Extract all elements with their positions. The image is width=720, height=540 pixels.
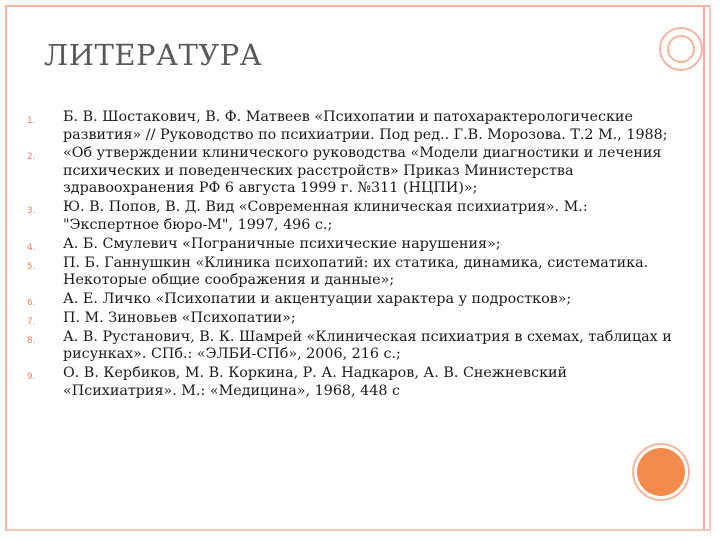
- decorative-circle-inner: [667, 35, 695, 63]
- reference-item: [14, 199, 676, 234]
- reference-item: [14, 310, 676, 328]
- reference-number: 9.: [27, 372, 36, 383]
- reference-text: А. Б. Смулевич «Пограничные психические нарушения»;: [63, 235, 501, 252]
- reference-text: А. В. Рустанович, В. К. Шамрей «Клиническая психиатрия в схемах, таблицах и рисунках». СПб.: «ЭЛБИ-СПб», 2006, 216 с.;: [63, 328, 672, 363]
- reference-number: 6.: [27, 297, 36, 308]
- reference-item: [14, 329, 676, 364]
- reference-number: 3.: [27, 206, 36, 217]
- reference-item: [14, 109, 676, 144]
- reference-item: [14, 145, 676, 198]
- decorative-orange-circle: [637, 448, 685, 496]
- reference-text: «Об утверждении клинического руководства «Модели диагностики и лечения психических и поведенческих расстройств» Приказ Министерства здравоохранения РФ 6 августа 1999 г. №311 (НЦПИ)»;: [63, 145, 662, 197]
- reference-number: 1.: [27, 116, 36, 126]
- reference-text: О. В. Кербиков, М. В. Коркина, Р. А. Надкаров, А. В. Снежневский «Психиатрия». М.: «Медицина», 1968, 448 с: [63, 365, 568, 399]
- reference-item: [14, 365, 676, 400]
- reference-text: П. М. Зиновьев «Психопатии»;: [63, 309, 296, 326]
- reference-number: 4.: [27, 242, 36, 253]
- reference-number: 5.: [27, 261, 36, 272]
- reference-number: 2.: [27, 152, 36, 163]
- slide-title: ЛИТЕРАТУРА: [44, 38, 263, 72]
- reference-item: [14, 291, 676, 309]
- decorative-vertical-line: [703, 5, 705, 530]
- reference-text: А. Е. Личко «Психопатии и акцентуации характера у подростков»;: [63, 290, 572, 307]
- reference-list: [14, 109, 676, 402]
- reference-number: 7.: [27, 316, 36, 327]
- reference-text: Ю. В. Попов, В. Д. Вид «Современная клиническая психиатрия». М.: "Экспертное бюро-М", 1997, 496 с.;: [63, 199, 588, 233]
- reference-item: [14, 255, 676, 290]
- reference-text: П. Б. Ганнушкин «Клиника психопатий: их статика, динамика, систематика. Некоторые общие соображения и данные»;: [63, 254, 649, 289]
- reference-item: [14, 236, 676, 254]
- reference-number: 8.: [27, 335, 36, 346]
- reference-text: Б. В. Шостакович, В. Ф. Матвеев «Психопатии и патохарактерологические развития» // Руководство по психиатрии. Под ред.. Г.В. Морозова. Т.2 М., 1988;: [63, 109, 668, 143]
